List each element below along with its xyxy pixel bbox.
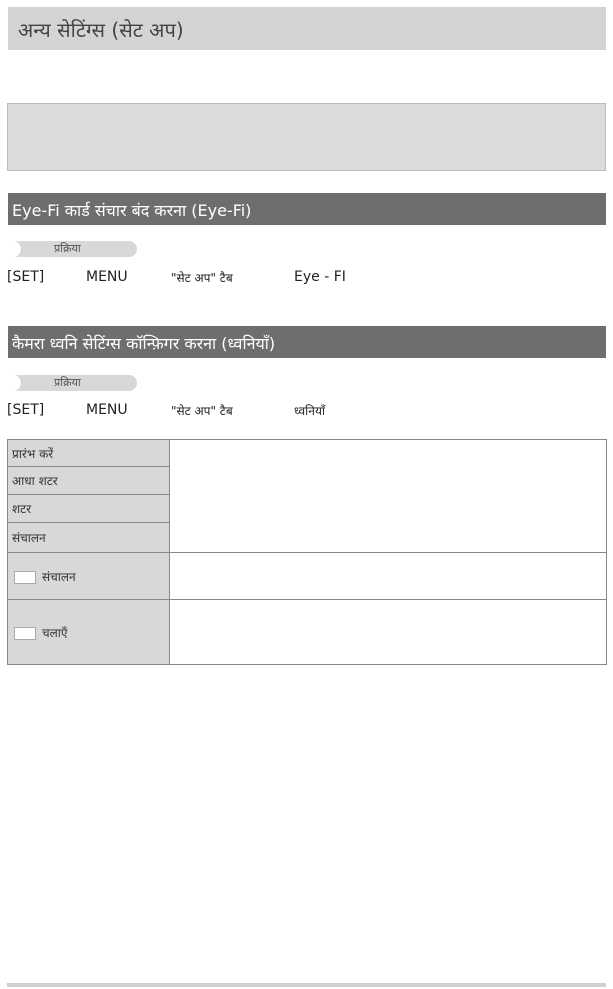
- volume-icon: [14, 571, 36, 584]
- page-title: अन्य सेटिंग्स (सेट अप): [18, 18, 184, 42]
- row-label-volume-operation: [8, 553, 170, 600]
- path-step-menu: MENU: [86, 269, 128, 285]
- row-desc: [170, 553, 607, 600]
- page-title-bar: [8, 7, 606, 50]
- row-label-half-shutter: आधा शटर: [8, 467, 170, 495]
- sounds-heading-text: कैमरा ध्वनि सेटिंग्स कॉन्फ़िगर करना (ध्वनियाँ): [12, 334, 276, 353]
- procedure-notch-icon: [7, 375, 22, 391]
- note-box: [7, 103, 606, 171]
- row-label-volume-play: [8, 600, 170, 665]
- row-label-startup: प्रारंभ करें: [8, 440, 170, 467]
- path-step-setup-tab: "सेट अप" टैब: [171, 271, 233, 285]
- path-step-set: [SET]: [7, 402, 45, 418]
- footer-divider: [7, 983, 606, 987]
- sounds-settings-table: [7, 439, 607, 665]
- eyefi-section-heading: [8, 193, 606, 225]
- eyefi-procedure-label: प्रक्रिया: [54, 242, 81, 255]
- row-desc-group: [170, 440, 607, 553]
- path-step-menu: MENU: [86, 402, 128, 418]
- table-row: [8, 553, 607, 600]
- row-label-text: संचालन: [42, 569, 76, 584]
- path-step-setup-tab: "सेट अप" टैब: [171, 404, 233, 418]
- row-label-shutter: शटर: [8, 495, 170, 523]
- sounds-section-heading: [8, 326, 606, 358]
- volume-icon: [14, 627, 36, 640]
- path-step-sounds: ध्वनियाँ: [294, 404, 326, 418]
- eyefi-procedure-tag: [7, 241, 137, 257]
- eyefi-heading-text: Eye-Fi कार्ड संचार बंद करना (Eye-Fi): [12, 201, 252, 220]
- sounds-procedure-label: प्रक्रिया: [54, 376, 81, 389]
- table-row: [8, 600, 607, 665]
- procedure-notch-icon: [7, 241, 22, 257]
- row-desc: [170, 600, 607, 665]
- table-row: [8, 440, 607, 467]
- row-label-operation: संचालन: [8, 523, 170, 553]
- path-step-set: [SET]: [7, 269, 45, 285]
- path-step-eyefi: Eye - FI: [294, 269, 346, 285]
- sounds-procedure-tag: [7, 375, 137, 391]
- row-label-text: चलाएँ: [42, 625, 68, 640]
